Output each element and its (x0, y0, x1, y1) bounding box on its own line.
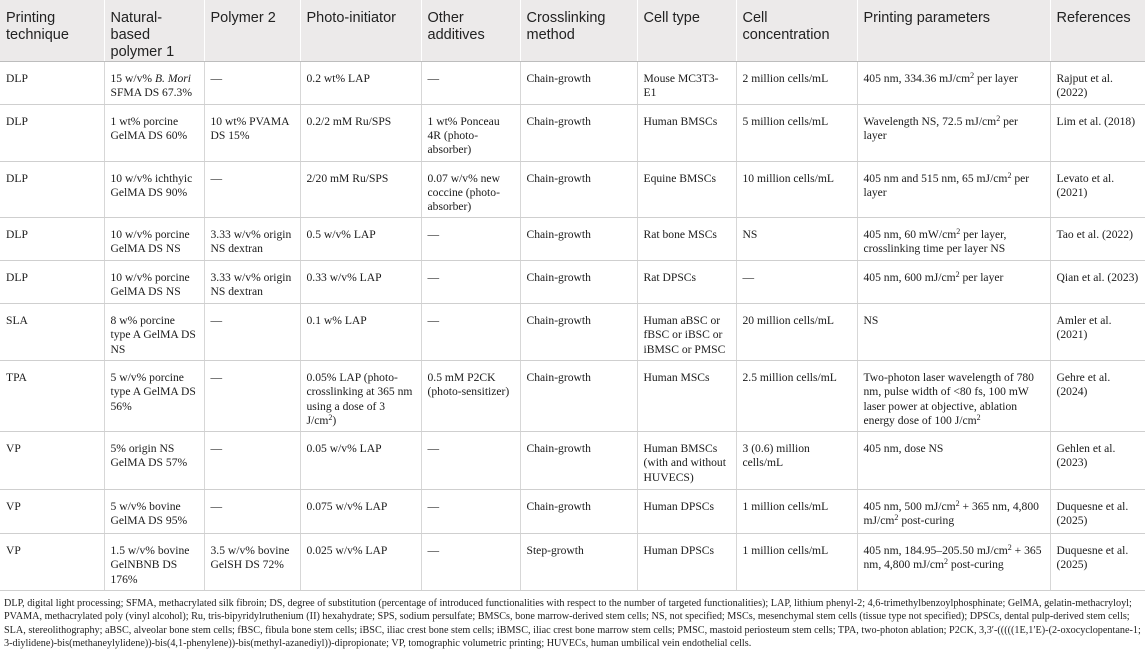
table-cell: Chain-growth (520, 105, 637, 162)
table-cell: 2/20 mM Ru/SPS (300, 161, 421, 218)
table-cell: — (421, 261, 520, 304)
table-cell: 405 nm and 515 nm, 65 $mJ/cm^2$ per layer (857, 161, 1050, 218)
table-cell: — (421, 490, 520, 534)
table-cell: 10 million cells/mL (736, 161, 857, 218)
table-cell: Chain-growth (520, 62, 637, 105)
table-cell: TPA (0, 361, 104, 432)
table-cell: — (421, 62, 520, 105)
header-cell: Crosslinking method (520, 0, 637, 62)
table-row (0, 161, 1145, 218)
table-cell: Human DPSCs (637, 534, 736, 591)
table-cell: VP (0, 534, 104, 591)
table-cell: Human MSCs (637, 361, 736, 432)
table-cell: Duquesne et al. (2025) (1050, 534, 1145, 591)
table-cell: 0.2 wt% LAP (300, 62, 421, 105)
table-cell: DLP (0, 62, 104, 105)
table-cell: Equine BMSCs (637, 161, 736, 218)
table-cell: Duquesne et al. (2025) (1050, 490, 1145, 534)
table-cell: 0.07 w/v% new coccine (photo-absorber) (421, 161, 520, 218)
table-cell: — (421, 304, 520, 361)
table-cell: Human BMSCs (637, 105, 736, 162)
table-cell: 0.05% LAP (photo-crosslinking at 365 nm using a dose of 3 $J/cm^2$) (300, 361, 421, 432)
table-cell: SLA (0, 304, 104, 361)
table-cell: 1 million cells/mL (736, 534, 857, 591)
table-cell: NS (857, 304, 1050, 361)
header-cell: Cell concentration (736, 0, 857, 62)
table-cell: Gehre et al. (2024) (1050, 361, 1145, 432)
table-row (0, 361, 1145, 432)
table-cell: 0.025 w/v% LAP (300, 534, 421, 591)
table-cell: Human DPSCs (637, 490, 736, 534)
table-footnote: DLP, digital light processing; SFMA, methacrylated silk fibroin; DS, degree of substitution (percentage of introduced functionalities with respect to the number of targeted functionalities); LAP, lithium phenyl-2; 4,6-trimethylbenzoylphosphinate; GelMA, gelatin-methacryloyl; PVAMA, methacrylated poly (vinyl alcohol); Ru, tris-bipyridylruthenium (II) hexahydrate; SPS, sodium persulfate; BMSCs, bone marrow-derived stem cells; NS, not specified; MSCs, mesenchymal stem cells (tissue type not specified); DPSCs, dental pulp-derived stem cells; SLA, stereolithography; aBSC, alveolar bone stem cells; fBSC, fibula bone stem cells; iBSC, iliac crest bone stem cells; iBMSC, iliac crest bone marrow stem cells; PMSC, mastoid periosteum stem cells; TPA, two-photon ablation; P2CK, 3,3′-(((((1E,1′E)-(2-oxocyclopentane-1; 3-diylidene)-bis(methaneylylidene))-bis(4,1-phenylene))-bis(methyl-azanediyl))-dipropionate; VP, tomographic volumetric printing; HUVECs, human umbilical vein endothelial cells. (4, 598, 1141, 649)
table-cell: 0.5 w/v% LAP (300, 218, 421, 261)
table-cell: 0.05 w/v% LAP (300, 432, 421, 490)
table-cell: 405 nm, 600 $mJ/cm^2$ per layer (857, 261, 1050, 304)
table-cell: 405 nm, dose NS (857, 432, 1050, 490)
table-row (0, 304, 1145, 361)
table-cell: — (736, 261, 857, 304)
table-row (0, 490, 1145, 534)
table-row (0, 534, 1145, 591)
table-cell: 405 nm, 184.95–205.50 $mJ/cm^2 + 365$ nm, 4,800 $mJ/cm^2$ post-curing (857, 534, 1050, 591)
table-cell: — (204, 490, 300, 534)
table-cell: 3.33 w/v% origin NS dextran (204, 261, 300, 304)
table-cell: Step-growth (520, 534, 637, 591)
table-cell: 1.5 w/v% bovine GelNBNB DS 176% (104, 534, 204, 591)
table-cell: Tao et al. (2022) (1050, 218, 1145, 261)
table-cell: 0.5 mM P2CK (photo-sensitizer) (421, 361, 520, 432)
header-cell: Natural-based polymer 1 (104, 0, 204, 62)
table-cell: 5% origin NS GelMA DS 57% (104, 432, 204, 490)
table-cell: 1 wt% Ponceau 4R (photo-absorber) (421, 105, 520, 162)
table-cell: Human BMSCs (with and without HUVECS) (637, 432, 736, 490)
table-cell: 405 nm, 60 $mW/cm^2$ per layer, crosslinking time per layer NS (857, 218, 1050, 261)
table-cell: 2 million cells/mL (736, 62, 857, 105)
table-cell: 15 w/v% B. Mori SFMA DS 67.3% (104, 62, 204, 105)
header-cell: Other additives (421, 0, 520, 62)
table-cell: 1 million cells/mL (736, 490, 857, 534)
table-row (0, 218, 1145, 261)
table-row (0, 261, 1145, 304)
table-cell: Chain-growth (520, 218, 637, 261)
table-cell: 0.2/2 mM Ru/SPS (300, 105, 421, 162)
table-cell: — (204, 304, 300, 361)
table-cell: Chain-growth (520, 304, 637, 361)
header-cell: References (1050, 0, 1145, 62)
table-cell: 3 (0.6) million cells/mL (736, 432, 857, 490)
table-cell: 5 w/v% bovine GelMA DS 95% (104, 490, 204, 534)
table-cell: Chain-growth (520, 432, 637, 490)
table-cell: Levato et al. (2021) (1050, 161, 1145, 218)
table-cell: Chain-growth (520, 261, 637, 304)
table-cell: — (204, 161, 300, 218)
table-cell: Wavelength NS, 72.5 $mJ/cm^2$ per layer (857, 105, 1050, 162)
table-cell: 5 million cells/mL (736, 105, 857, 162)
table-cell: 10 w/v% porcine GelMA DS NS (104, 218, 204, 261)
table-cell: 20 million cells/mL (736, 304, 857, 361)
table-cell: 405 nm, 334.36 $mJ/cm^2$ per layer (857, 62, 1050, 105)
table-cell: — (421, 432, 520, 490)
table-cell: 0.33 w/v% LAP (300, 261, 421, 304)
table-cell: 1 wt% porcine GelMA DS 60% (104, 105, 204, 162)
table-cell: 5 w/v% porcine type A GelMA DS 56% (104, 361, 204, 432)
table-cell: VP (0, 490, 104, 534)
table-cell: Rat bone MSCs (637, 218, 736, 261)
table-cell: 0.075 w/v% LAP (300, 490, 421, 534)
table-cell: Mouse MC3T3-E1 (637, 62, 736, 105)
table-row (0, 105, 1145, 162)
table-cell: — (204, 432, 300, 490)
header-cell: Cell type (637, 0, 736, 62)
table-cell: — (204, 62, 300, 105)
table-cell: Amler et al. (2021) (1050, 304, 1145, 361)
table-cell: 0.1 w% LAP (300, 304, 421, 361)
table-cell: Human aBSC or fBSC or iBSC or iBMSC or PMSC (637, 304, 736, 361)
table-cell: Qian et al. (2023) (1050, 261, 1145, 304)
table-cell: Chain-growth (520, 361, 637, 432)
header-cell: Printing parameters (857, 0, 1050, 62)
table-cell: 405 nm, 500 $mJ/cm^2 + 365$ nm, 4,800 $mJ/cm^2$ post-curing (857, 490, 1050, 534)
table-cell: Two-photon laser wavelength of 780 nm, pulse width of <80 fs, 100 mW laser power at objective, ablation energy dose of 100 $J/cm^2$ (857, 361, 1050, 432)
table-cell: — (421, 218, 520, 261)
table-cell: 10 w/v% ichthyic GelMA DS 90% (104, 161, 204, 218)
table-cell: DLP (0, 218, 104, 261)
table-cell: — (204, 361, 300, 432)
header-row (0, 0, 1145, 62)
table-row (0, 62, 1145, 105)
table-cell: — (421, 534, 520, 591)
table-cell: DLP (0, 105, 104, 162)
table-cell: 10 wt% PVAMA DS 15% (204, 105, 300, 162)
table-cell: Chain-growth (520, 490, 637, 534)
table-cell: Rajput et al. (2022) (1050, 62, 1145, 105)
table-cell: Rat DPSCs (637, 261, 736, 304)
table-cell: 3.33 w/v% origin NS dextran (204, 218, 300, 261)
table-cell: 10 w/v% porcine GelMA DS NS (104, 261, 204, 304)
table-cell: 8 w% porcine type A GelMA DS NS (104, 304, 204, 361)
table-cell: DLP (0, 161, 104, 218)
header-cell: Polymer 2 (204, 0, 300, 62)
table-cell: DLP (0, 261, 104, 304)
table-cell: VP (0, 432, 104, 490)
table-cell: NS (736, 218, 857, 261)
table-cell: Gehlen et al. (2023) (1050, 432, 1145, 490)
table-cell: Lim et al. (2018) (1050, 105, 1145, 162)
header-cell: Printing technique (0, 0, 104, 62)
header-cell: Photo-initiator (300, 0, 421, 62)
table-row (0, 432, 1145, 490)
table-cell: 3.5 w/v% bovine GelSH DS 72% (204, 534, 300, 591)
table-cell: 2.5 million cells/mL (736, 361, 857, 432)
table-cell: Chain-growth (520, 161, 637, 218)
